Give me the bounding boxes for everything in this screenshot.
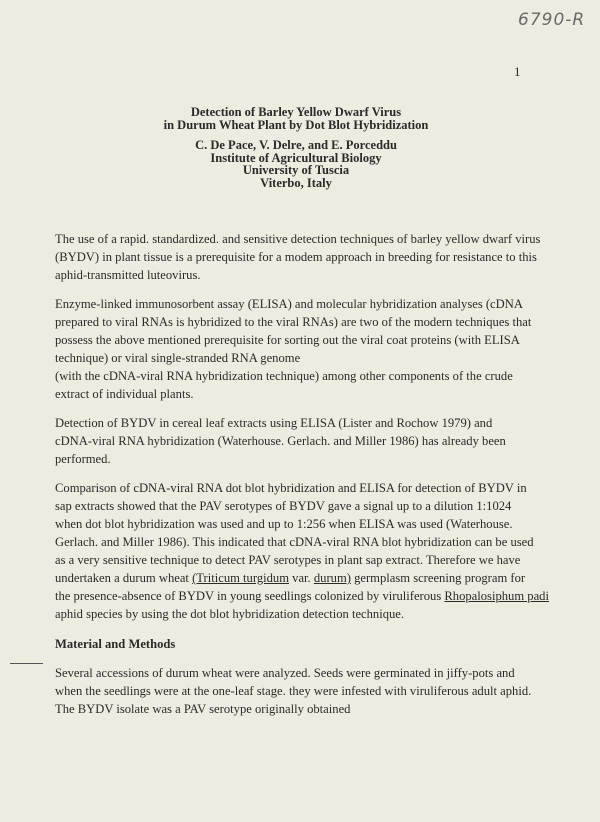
- underlined-species-name: Rhopalosiphum padi: [444, 589, 549, 603]
- page-number: 1: [514, 64, 521, 79]
- margin-rule: [10, 663, 43, 664]
- authors: C. De Pace, V. Delre, and E. Porceddu: [195, 138, 397, 152]
- text-segment: extract of individual plants.: [55, 387, 194, 401]
- text-segment: when the seedlings were at the one-leaf stage. they were infested with viruliferous adult aphid.: [55, 684, 532, 698]
- text-segment: Comparison of cDNA-viral RNA dot blot hybridization and ELISA for detection of BYDV in: [55, 481, 527, 495]
- text-segment: var.: [289, 571, 314, 585]
- text-segment: undertaken a durum wheat: [55, 571, 193, 585]
- text-segment: Gerlach. and Miller 1986). This indicated that cDNA-viral RNA blot hybridization can be used: [55, 535, 534, 549]
- text-line: [55, 551, 555, 569]
- text-segment: (with the cDNA-viral RNA hybridization technique) among other components of the crude: [55, 369, 513, 383]
- paragraph: [55, 414, 555, 468]
- text-segment: The BYDV isolate was a PAV serotype originally obtained: [55, 702, 351, 716]
- text-line: [55, 367, 555, 385]
- text-segment: possess the above mentioned prerequisite for sorting out the viral coat proteins (with ELISA: [55, 333, 520, 347]
- text-line: [55, 605, 555, 623]
- text-line: [55, 432, 555, 450]
- text-segment: technique) or viral single-stranded RNA genome: [55, 351, 301, 365]
- paragraph: [55, 295, 555, 403]
- text-line: [55, 230, 555, 248]
- text-line: [55, 385, 555, 403]
- text-segment: prepared to viral RNAs is hybridized to the viral RNAs) are two of the modern techniques that: [55, 315, 532, 329]
- intro-paragraphs: [55, 230, 555, 623]
- affiliation-line: Institute of Agricultural Biology: [210, 150, 382, 165]
- text-line: [55, 313, 555, 331]
- text-line: [55, 266, 555, 284]
- text-segment: aphid species by using the dot blot hybridization detection technique.: [55, 607, 405, 621]
- paragraph: [55, 664, 555, 718]
- text-line: [55, 587, 555, 605]
- text-segment: Several accessions of durum wheat were analyzed. Seeds were germinated in jiffy-pots and: [55, 666, 515, 680]
- text-line: [55, 497, 555, 515]
- text-line: [55, 569, 555, 587]
- text-line: [55, 479, 555, 497]
- methods-paragraph-container: [55, 664, 555, 718]
- text-line: [55, 515, 555, 533]
- handwritten-note: 6790-R: [518, 10, 586, 30]
- text-line: [55, 295, 555, 313]
- underlined-species-name: durum): [313, 571, 351, 585]
- text-segment: aphid-transmitted luteovirus.: [55, 268, 201, 282]
- text-segment: cDNA-viral RNA hybridization (Waterhouse. Gerlach. and Miller 1986) has already been: [55, 434, 506, 448]
- paragraph: [55, 230, 555, 284]
- text-segment: sap extracts showed that the PAV serotypes of BYDV gave a signal up to a dilution 1:1024: [55, 499, 512, 513]
- title-line: in Durum Wheat Plant by Dot Blot Hybridization: [163, 117, 429, 132]
- text-segment: germplasm screening program for: [350, 571, 526, 585]
- text-segment: when dot blot hybridization was used and up to 1:256 when ELISA was used (Waterhouse.: [55, 517, 513, 531]
- text-line: [55, 248, 555, 266]
- text-line: [55, 682, 555, 700]
- text-line: [55, 349, 555, 367]
- paragraph: [55, 479, 555, 623]
- text-segment: The use of a rapid. standardized. and sensitive detection techniques of barley yellow dwarf virus: [55, 232, 541, 246]
- text-line: [55, 450, 555, 468]
- text-segment: performed.: [55, 452, 111, 466]
- text-line: [55, 700, 555, 718]
- text-line: [55, 414, 555, 432]
- text-segment: Detection of BYDV in cereal leaf extracts using ELISA (Lister and Rochow 1979) and: [55, 416, 493, 430]
- affiliation-line: University of Tuscia: [242, 163, 350, 177]
- text-line: [55, 331, 555, 349]
- document-header: [0, 106, 600, 189]
- affiliation-line: Viterbo, Italy: [260, 175, 332, 190]
- section-heading: Material and Methods: [55, 637, 176, 651]
- text-segment: Enzyme-linked immunosorbent assay (ELISA) and molecular hybridization analyses (cDNA: [55, 297, 523, 311]
- underlined-species-name: (Triticum turgidum: [192, 571, 290, 585]
- text-segment: the presence-absence of BYDV in young seedlings colonized by viruliferous: [55, 589, 445, 603]
- text-line: [55, 664, 555, 682]
- document-body: [55, 230, 555, 729]
- text-line: [55, 533, 555, 551]
- text-segment: as a very sensitive technique to detect PAV serotypes in plant sap extract. Therefore we have: [55, 553, 521, 567]
- title-line: Detection of Barley Yellow Dwarf Virus: [190, 105, 402, 119]
- text-segment: (BYDV) in plant tissue is a prerequisite for a modem approach in breeding for resistance to this: [55, 250, 537, 264]
